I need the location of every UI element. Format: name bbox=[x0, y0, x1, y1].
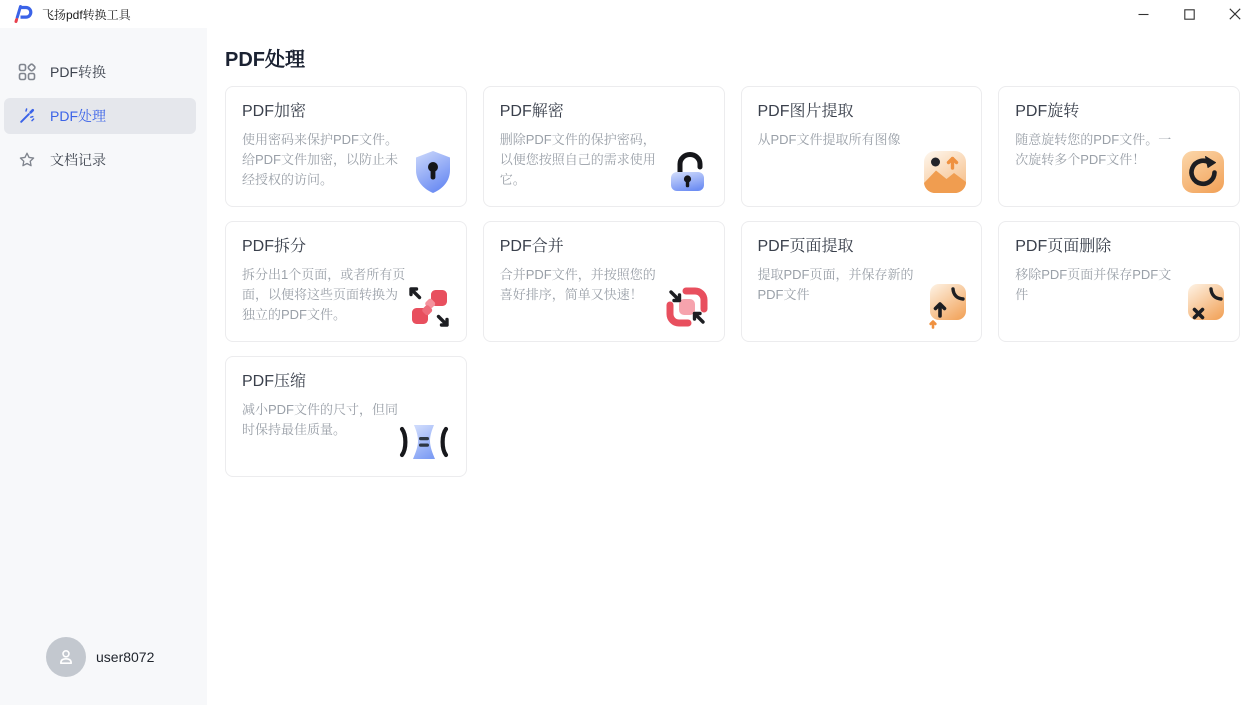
card-pdf-split[interactable] bbox=[225, 221, 467, 342]
close-icon bbox=[1229, 8, 1241, 20]
sidebar bbox=[0, 28, 207, 705]
window-controls bbox=[1120, 0, 1258, 28]
card-description: 拆分出1个页面，或者所有页面，以便将这些页面转换为独立的PDF文件。 bbox=[242, 267, 406, 322]
unlock-icon bbox=[668, 151, 710, 194]
card-pdf-page-extract[interactable] bbox=[741, 221, 983, 342]
card-title: PDF页面删除 bbox=[1015, 238, 1112, 255]
page-extract-icon bbox=[927, 283, 967, 329]
sidebar-item-doc-history[interactable] bbox=[4, 142, 196, 178]
user-profile[interactable] bbox=[46, 637, 154, 677]
card-description: 提取PDF页面，并保存新的PDF文件 bbox=[757, 267, 914, 302]
card-pdf-merge[interactable] bbox=[483, 221, 725, 342]
card-title: PDF页面提取 bbox=[757, 238, 854, 255]
cards-grid bbox=[225, 86, 1240, 477]
category-icon bbox=[18, 63, 36, 81]
card-description: 移除PDF页面并保存PDF文件 bbox=[1015, 267, 1172, 302]
card-pdf-rotate[interactable] bbox=[998, 86, 1240, 207]
page-delete-icon bbox=[1185, 283, 1225, 329]
app-logo-icon bbox=[13, 4, 35, 24]
page-title: PDF处理 bbox=[225, 49, 305, 71]
titlebar bbox=[0, 0, 1258, 28]
card-description: 删除PDF文件的保护密码，以便您按照自己的需求使用它。 bbox=[499, 132, 656, 187]
card-title: PDF压缩 bbox=[242, 373, 307, 390]
maximize-icon bbox=[1184, 9, 1195, 20]
minimize-button[interactable] bbox=[1120, 0, 1166, 28]
maximize-button[interactable] bbox=[1166, 0, 1212, 28]
card-title: PDF旋转 bbox=[1015, 103, 1080, 120]
sidebar-item-pdf-process[interactable] bbox=[4, 98, 196, 134]
image-extract-icon bbox=[923, 150, 967, 194]
card-pdf-encrypt[interactable] bbox=[225, 86, 467, 207]
card-pdf-image-extract[interactable] bbox=[741, 86, 983, 207]
card-description: 从PDF文件提取所有图像 bbox=[757, 132, 901, 147]
card-title: PDF图片提取 bbox=[757, 103, 854, 120]
shield-lock-icon bbox=[414, 150, 452, 194]
card-title: PDF加密 bbox=[242, 103, 307, 120]
user-name: user8072 bbox=[96, 649, 155, 665]
card-description: 使用密码来保护PDF文件。给PDF文件加密，以防止未经授权的访问。 bbox=[242, 132, 399, 187]
close-button[interactable] bbox=[1212, 0, 1258, 28]
sidebar-item-label: PDF处理 bbox=[50, 108, 106, 124]
star-icon bbox=[18, 151, 36, 169]
rotate-icon bbox=[1181, 150, 1225, 194]
card-description: 合并PDF文件，并按照您的喜好排序，简单又快速！ bbox=[499, 267, 656, 302]
card-title: PDF合并 bbox=[499, 238, 564, 255]
card-pdf-compress[interactable] bbox=[225, 356, 467, 477]
window-title: 飞扬pdf转换工具 bbox=[42, 7, 131, 22]
app-body bbox=[0, 28, 1258, 705]
card-description: 减小PDF文件的尺寸，但同时保持最佳质量。 bbox=[242, 402, 399, 437]
main-content bbox=[207, 28, 1258, 705]
card-description: 随意旋转您的PDF文件。一次旋转多个PDF文件！ bbox=[1015, 132, 1172, 167]
user-avatar-icon bbox=[46, 637, 86, 677]
card-title: PDF拆分 bbox=[242, 238, 307, 255]
sidebar-item-pdf-convert[interactable] bbox=[4, 54, 196, 90]
sidebar-item-label: PDF转换 bbox=[50, 64, 106, 80]
split-icon bbox=[406, 285, 452, 329]
card-title: PDF解密 bbox=[499, 103, 564, 120]
card-pdf-decrypt[interactable] bbox=[483, 86, 725, 207]
compress-icon bbox=[396, 420, 452, 464]
minimize-icon bbox=[1138, 9, 1149, 20]
card-pdf-page-delete[interactable] bbox=[998, 221, 1240, 342]
sidebar-item-label: 文档记录 bbox=[50, 152, 106, 168]
magic-wand-icon bbox=[18, 107, 36, 125]
merge-icon bbox=[664, 285, 710, 329]
sidebar-nav bbox=[0, 54, 207, 178]
